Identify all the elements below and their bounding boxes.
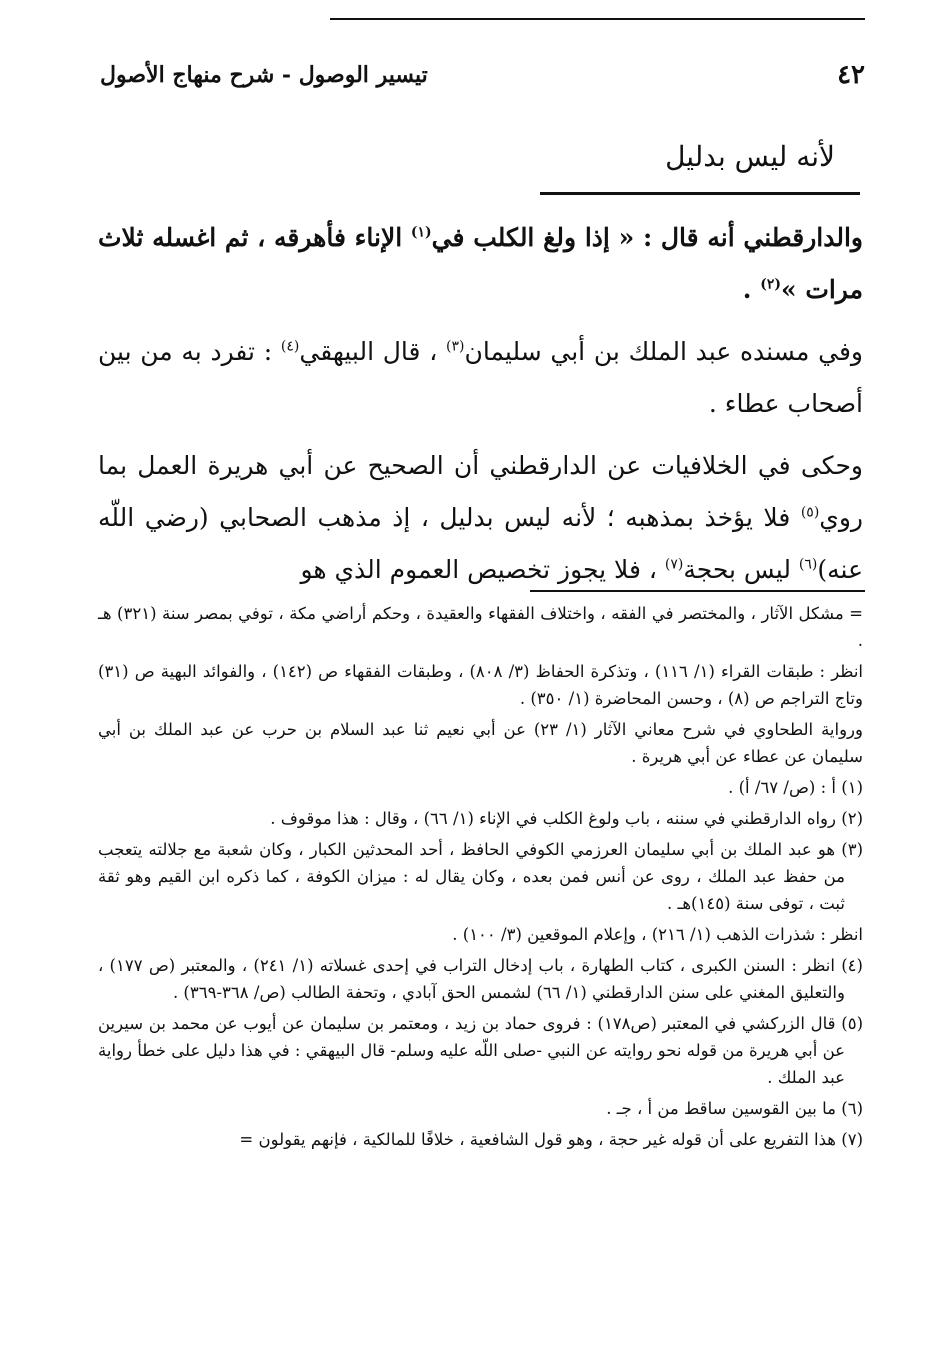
footnote-5: (٥) قال الزركشي في المعتبر (ص١٧٨) : فروى حماد بن زيد ، ومعتمر بن سليمان عن أيوب عن محمد بن سيرين عن أبي هريرة من قوله نحو روايته عن النبي -صلى اللّه عليه وسلم- قال البيهقي : في هذا دليل على خطأ رواية عبد الملك . (98, 1014, 863, 1087)
heading-underline (540, 192, 860, 195)
header-rule (330, 18, 865, 20)
footnote-7: (٧) هذا التفريع على أن قوله غير حجة ، وهو قول الشافعية ، خلافًا للمالكية ، فإنهم يقولون = (239, 1130, 863, 1149)
text-span: والدارقطني أنه قال : « إذا ولغ الكلب في (431, 223, 864, 252)
section-heading: لأنه ليس بدليل (665, 140, 835, 173)
footnote-1: (١) أ : (ص/ ٦٧/ أ) . (728, 778, 863, 797)
footnote-3-sources: انظر : شذرات الذهب (١/ ٢١٦) ، وإعلام الموقعين (٣/ ١٠٠) . (452, 925, 863, 944)
page-number: ٤٢ (837, 60, 865, 90)
text-span: فلا يؤخذ بمذهبه ؛ لأنه ليس بدليل ، إذ مذهب الصحابي (رضي اللّه عنه) (98, 503, 863, 584)
footnote-ref: (٦) (798, 556, 818, 573)
footnote-continuation: = مشكل الآثار ، والمختصر في الفقه ، واختلاف الفقهاء والعقيدة ، وحكم أراضي مكة ، توفي بمصر سنة (٣٢١) هـ . (98, 604, 864, 650)
footnotes (98, 600, 863, 1157)
footnote-6: (٦) ما بين القوسين ساقط من أ ، جـ . (606, 1099, 863, 1118)
footnote-ref: (٥) (800, 504, 820, 521)
text-span: ، فلا يجوز تخصيص العموم الذي هو (300, 555, 665, 584)
running-title: تيسير الوصول - شرح منهاج الأصول (100, 62, 428, 88)
footnote-ref: (٣) (446, 338, 465, 355)
text-span: : تفرد به من بين أصحاب عطاء . (98, 337, 863, 418)
footnote-ref: (١) (410, 224, 432, 241)
footnote-3: (٣) هو عبد الملك بن أبي سليمان العرزمي الكوفي الحافظ ، أحد المحدثين الكبار ، وكان شعبة مع جلالته يتعجب من حفظ عبد الملك ، روى عن أنس فمن بعده ، وكان يقال له : ميزان الكوفة ، كما ذكره ابن القيم وهو ثقة ثبت ، توفى سنة (١٤٥)هـ . (98, 840, 863, 913)
footnote-separator (530, 590, 865, 592)
footnote-2: (٢) رواه الدارقطني في سننه ، باب ولوغ الكلب في الإناء (١/ ٦٦) ، وقال : هذا موقوف . (270, 809, 863, 828)
text-span: . (742, 275, 761, 304)
text-span: ، قال البيهقي (299, 337, 446, 366)
footnote-ref: (٧) (664, 556, 684, 573)
text-span: ليس بحجة (683, 555, 799, 584)
paragraph-musnad (98, 326, 863, 430)
footnote-ref: (٤) (280, 338, 300, 355)
footnote-continuation: ورواية الطحاوي في شرح معاني الآثار (١/ ٢٣) عن أبي نعيم ثنا عبد السلام بن حرب عن عبد الملك بن أبي سليمان عن عطاء عن أبي هريرة . (98, 720, 863, 766)
footnote-continuation: انظر : طبقات القراء (١/ ١١٦) ، وتذكرة الحفاظ (٣/ ٨٠٨) ، وطبقات الفقهاء ص (١٤٢) ، والفوائد البهية ص (٣١) وتاج التراجم ص (٨) ، وحسن المحاضرة (١/ ٣٥٠) . (98, 662, 864, 708)
text-span: الإناء فأهرقه ، ثم اغسله ثلاث مرات » (98, 223, 863, 304)
paragraph-hadith (98, 212, 863, 316)
footnote-4: (٤) انظر : السنن الكبرى ، كتاب الطهارة ، باب إدخال التراب في إحدى غسلاته (١/ ٢٤١) ، والمعتبر (ص ١٧٧) ، والتعليق المغني على سنن الدارقطني (١/ ٦٦) لشمس الحق آبادي ، وتحفة الطالب (ص/ ٣٦٨-٣٦٩) . (98, 956, 863, 1002)
text-span: وفي مسنده عبد الملك بن أبي سليمان (464, 337, 863, 366)
paragraph-khilafiyat (98, 440, 863, 596)
footnote-ref: (٢) (760, 276, 781, 293)
main-text (98, 212, 863, 606)
text-span: وحكى في الخلافيات عن الدارقطني أن الصحيح عن أبي هريرة العمل بما روي (98, 451, 863, 532)
page-header (100, 60, 865, 96)
